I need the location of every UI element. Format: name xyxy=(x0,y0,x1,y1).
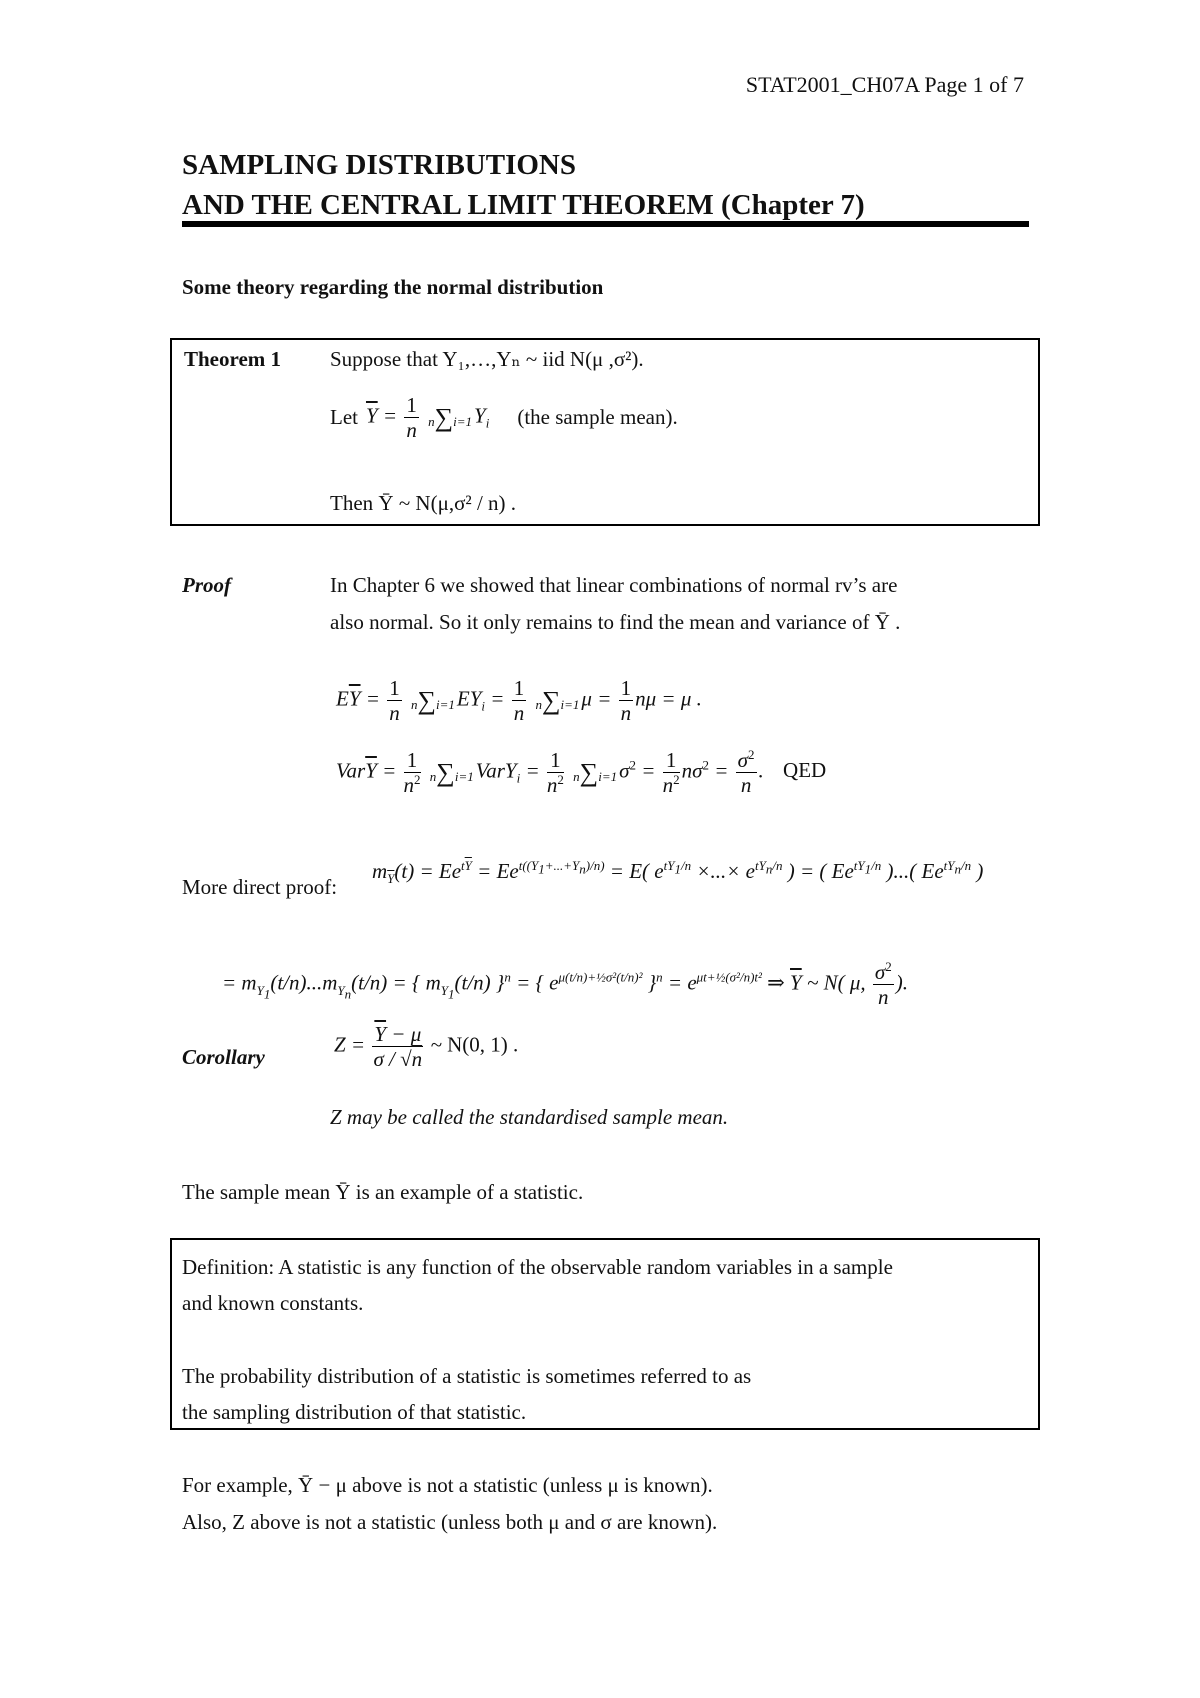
theorem-label: Theorem 1 xyxy=(184,347,282,371)
sample-mean-formula: $\overline{Y}$ = $\frac{1}{n}$ $n\sum i=1Y_i$ xyxy=(365,393,490,443)
direct-proof-label: More direct proof: xyxy=(182,875,338,899)
definition-line-2: and known constants. xyxy=(182,1291,364,1315)
title-line-1: SAMPLING DISTRIBUTIONS xyxy=(182,149,577,181)
definition-line-4: the sampling distribution of that statistic. xyxy=(182,1400,527,1424)
mgf-formula-line-2: = $m_{Y_1}(t/n)...m_{Y_n}(t/n)$ = { $m_{Y_1}(t/n) \}^n$ = { $e^{\mu(t/n)+\frac{1}{2}\sigma^2(t/n)^2}$ }$^n = e^{\mu t+\frac{1}{2}(\sigma^2/n)t^2}$ ⇒ $\overline{Y}$ ~ N( μ, $\frac{\sigma^2}{n}$ ). xyxy=(222,959,908,1010)
definition-line-1: Definition: A statistic is any function of the observable random variables in a sample xyxy=(182,1255,893,1279)
proof-line-1: In Chapter 6 we showed that linear combinations of normal rv’s are xyxy=(330,573,898,597)
example-line-1: For example, Ȳ − μ above is not a statistic (unless μ is known). xyxy=(182,1473,713,1497)
theorem-let: Let xyxy=(330,405,358,430)
theorem-line-3: Then Ȳ ~ N(μ,σ² / n) . xyxy=(330,491,517,515)
theorem-line-1: Suppose that Y₁,…,Yₙ ~ iid N(μ ,σ²). xyxy=(330,347,644,371)
expectation-formula: $E\overline{Y}$ = $\frac{1}{n}$ $n\sum i=1EY_i$ = $\frac{1}{n}$ n∑i=1μ = $\frac{1}{n}$ nμ = μ . xyxy=(336,676,702,726)
section-heading: Some theory regarding the normal distribution xyxy=(182,275,604,299)
qed-label: QED xyxy=(783,758,827,783)
standardised-mean-formula: Z = $\frac{\overline{Y} - \mu}{\sigma / √n}$ ~ N(0, 1) . xyxy=(334,1022,519,1072)
proof-line-2: also normal. So it only remains to find the mean and variance of Ȳ . xyxy=(330,610,901,634)
title-line-2: AND THE CENTRAL LIMIT THEOREM (Chapter 7) xyxy=(182,189,865,221)
example-line-2: Also, Z above is not a statistic (unless both μ and σ are known). xyxy=(182,1510,718,1534)
variance-formula: $Var\overline{Y}$ = $\frac{1}{n^2}$ n∑i=1VarY$_i$ = $\frac{1}{n^2}$ $n\sum i=1\sigma^2$ = $\frac{1}{n^2}$ $n\sigma^2$ = $\frac{\sigma^2}{n}$ . QED xyxy=(336,747,827,798)
definition-line-3: The probability distribution of a statistic is sometimes referred to as xyxy=(182,1364,752,1388)
page-header: STAT2001_CH07A Page 1 of 7 xyxy=(745,72,1024,97)
title-rule xyxy=(182,221,1029,227)
mgf-formula-line-1: $m_{\overline{Y}}(t) = Ee^{t\overline{Y}} = Ee^{t((Y_1+...+Y_n)/n)} = E$( $e^{tY_1/n}$ ×...× $e^{tY_n/n}$ ) = ( $Ee^{tY_1/n}$ )...( $Ee^{tY_n/n}$ ) xyxy=(372,858,984,887)
corollary-label: Corollary xyxy=(182,1045,265,1069)
theorem-line-2 xyxy=(330,393,678,442)
statistic-sentence: The sample mean Ȳ is an example of a statistic. xyxy=(182,1180,584,1204)
corollary-note: Z may be called the standardised sample mean. xyxy=(330,1105,729,1129)
proof-label: Proof xyxy=(182,573,231,597)
document-title xyxy=(182,145,865,225)
sample-mean-note: (the sample mean). xyxy=(517,405,678,430)
